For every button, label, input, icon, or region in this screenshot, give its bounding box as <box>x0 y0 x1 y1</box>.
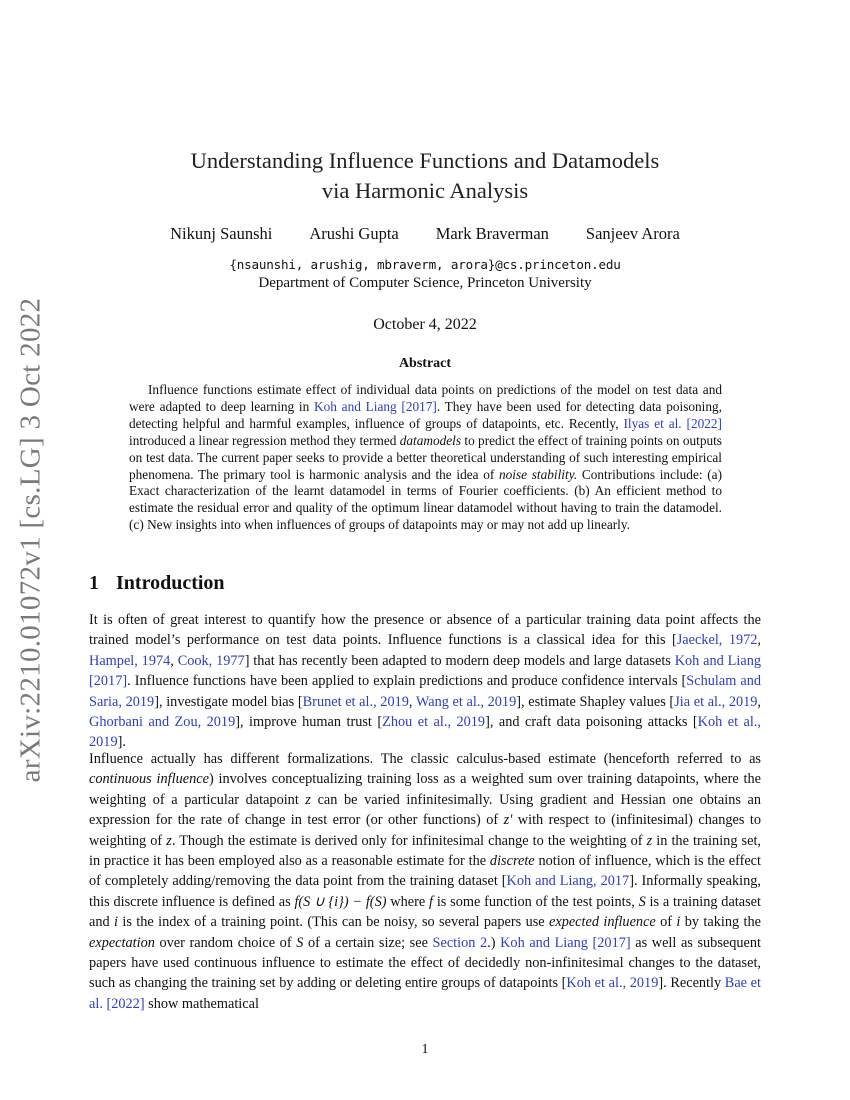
citation-link[interactable]: Ilyas et al. [2022] <box>623 415 722 431</box>
body-paragraph: Influence actually has different formalizations. The classic calculus-based estimate (henceforth referred to as continuous influence) involves conceptualizing training loss as a weighted sum over training datapoints, where the weighting of a particular datapoint z can be varied infinitesimally. Using gradient and Hessian one obtains an expression for the rate of change in test error (or other functions) of z′ with respect to (infinitesimal) changes to weighting of z. Though the estimate is derived only for infinitesimal change to the weighting of z in the training set, in practice it has been employed also as a reasonable estimate for the discrete notion of influence, which is the effect of completely adding/removing the data point from the training dataset [Koh and Liang, 2017]. Informally speaking, this discrete influence is defined as f(S ∪ {i}) − f(S) where f is some function of the test points, S is a training dataset and i is the index of a training point. (This can be noisy, so several papers use expected influence of i by taking the expectation over random choice of S of a certain size; see Section 2.) Koh and Liang [2017] as well as subsequent papers have used continuous influence to estimate the effect of decidedly non-infinitesimal changes to the dataset, such as changing the training set by adding or deleting entire groups of datapoints [Koh et al., 2019]. Recently Bae et al. [2022] show mathematical <box>89 751 762 1012</box>
citation-link[interactable]: Hampel, 1974 <box>89 652 171 669</box>
citation-link[interactable]: Schulam and Saria, 2019 <box>89 673 761 710</box>
paper-title <box>0 146 850 206</box>
citation-link[interactable]: Jia et al., 2019 <box>674 693 758 710</box>
author-name: Arushi Gupta <box>309 224 399 243</box>
citation-link[interactable]: Ghorbani and Zou, 2019 <box>89 714 236 731</box>
title-line-2: via Harmonic Analysis <box>321 178 529 203</box>
arxiv-stamp-text: arXiv:2210.01072v1 [cs.LG] 3 Oct 2022 <box>14 297 47 783</box>
citation-link[interactable]: Wang et al., 2019 <box>415 693 517 710</box>
citation-link[interactable]: Cook, 1977 <box>177 652 245 669</box>
section-link[interactable]: Section 2 <box>432 934 488 951</box>
citation-link[interactable]: Koh et al., 2019 <box>89 714 761 751</box>
citation-link[interactable]: Brunet et al., 2019 <box>302 693 409 710</box>
citation-link[interactable]: Koh and Liang, 2017 <box>506 873 630 890</box>
abstract-heading: Abstract <box>398 356 452 371</box>
section-title: Introduction <box>116 572 225 594</box>
author-name: Mark Braverman <box>435 224 549 243</box>
section-number: 1 <box>89 572 99 594</box>
section-heading <box>89 572 225 595</box>
citation-link[interactable]: Koh and Liang [2017] <box>314 398 437 414</box>
citation-link[interactable]: Koh and Liang [2017] <box>89 652 762 690</box>
citation-link[interactable]: Jaeckel, 1972 <box>676 632 758 649</box>
page-number: 1 <box>421 1042 429 1057</box>
author-name: Sanjeev Arora <box>585 224 680 243</box>
citation-link[interactable]: Bae et al. [2022] <box>89 975 761 1012</box>
title-line-1: Understanding Influence Functions and Datamodels <box>190 148 660 173</box>
author-emails: {nsaunshi, arushig, mbraverm, arora}@cs.princeton.edu <box>229 257 621 272</box>
abstract-text: Influence functions estimate effect of individual data points on predictions of the model on test data and were adapted to deep learning in Koh and Liang [2017]. They have been used for detecting data poisoning, detecting helpful and harmful examples, influence of groups of datapoints, etc. Recently, Ilyas et al. [2022] introduced a linear regression method they termed datamodels to predict the effect of training points on outputs on test data. The current paper seeks to provide a better theoretical understanding of such interesting empirical phenomena. The primary tool is harmonic analysis and the idea of noise stability. Contributions include: (a) Exact characterization of the learnt datamodel in terms of Fourier coefficients. (b) An efficient method to estimate the residual error and quality of the optimum linear datamodel without having to train the datamodel. (c) New insights into when influences of groups of datapoints may or may not add up linearly. <box>129 382 723 533</box>
body-paragraph: It is often of great interest to quantify how the presence or absence of a particular training data point affects the trained model’s performance on test data points. Influence functions is a classical idea for this [Jaeckel, 1972, Hampel, 1974, Cook, 1977] that has recently been adapted to modern deep models and large datasets Koh and Liang [2017]. Influence functions have been applied to explain predictions and produce confidence intervals [Schulam and Saria, 2019], investigate model bias [Brunet et al., 2019, Wang et al., 2019], estimate Shapley values [Jia et al., 2019, Ghorbani and Zou, 2019], improve human trust [Zhou et al., 2019], and craft data poisoning attacks [Koh et al., 2019]. <box>89 612 762 751</box>
author-name: Nikunj Saunshi <box>170 224 273 243</box>
citation-link[interactable]: Koh and Liang [2017] <box>500 934 631 951</box>
citation-link[interactable]: Koh et al., 2019 <box>566 975 659 992</box>
paper-date: October 4, 2022 <box>373 316 477 333</box>
citation-link[interactable]: Zhou et al., 2019 <box>382 714 486 731</box>
author-list <box>0 224 850 244</box>
arxiv-side-stamp <box>10 297 52 783</box>
affiliation: Department of Computer Science, Princeton University <box>258 275 592 291</box>
